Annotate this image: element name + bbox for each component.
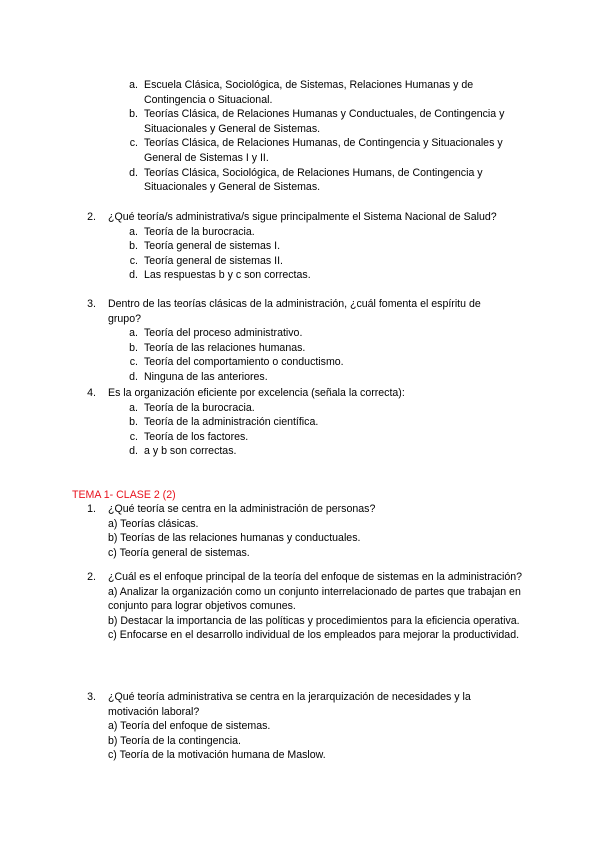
- option: b) Teoría de la contingencia.: [108, 734, 241, 747]
- option-text: a y b son correctas.: [144, 445, 237, 458]
- option: b) Destacar la importancia de las políticas y procedimientos para la eficiencia operativa.: [108, 614, 520, 627]
- question-text: ¿Qué teoría se centra en la administración de personas?: [108, 503, 376, 515]
- option-d: [129, 370, 508, 385]
- option-letter: d.: [129, 166, 138, 179]
- option-c: [129, 136, 528, 165]
- option-letter: d.: [129, 269, 138, 282]
- option-text: Las respuestas b y c son correctas.: [144, 269, 311, 282]
- option: b) Teorías de las relaciones humanas y conductuales.: [108, 532, 361, 545]
- option-text: Ninguna de las anteriores.: [144, 370, 268, 383]
- question-number: 3.: [87, 691, 96, 703]
- option: a) Teoría del enfoque de sistemas.: [108, 720, 271, 733]
- question-text: Es la organización eficiente por excelencia (señala la correcta):: [108, 387, 405, 399]
- option-b: [129, 415, 528, 430]
- option-letter: c.: [129, 356, 138, 369]
- option-b: [129, 107, 528, 136]
- option-letter: d.: [129, 445, 138, 458]
- question-text: Dentro de las teorías clásicas de la administración, ¿cuál fomenta el espíritu de grupo?: [108, 298, 481, 325]
- question-number: 2.: [87, 571, 96, 583]
- option-letter: b.: [129, 416, 138, 429]
- option-letter: a.: [129, 401, 138, 414]
- option-text: Teorías Clásica, de Relaciones Humanas y Conductuales, de Contingencia y Situacionales y General de Sistemas.: [144, 108, 505, 135]
- option-letter: b.: [129, 341, 138, 354]
- option-text: Teoría de las relaciones humanas.: [144, 341, 306, 354]
- option-text: Teoría de la burocracia.: [144, 401, 255, 414]
- option-letter: c.: [129, 254, 138, 267]
- option-a: [129, 326, 508, 341]
- option-d: [129, 444, 528, 459]
- option-text: Teorías Clásica, de Relaciones Humanas, de Contingencia y Situacionales y General de Sistemas I y II.: [144, 137, 503, 164]
- section-question-1: [87, 502, 528, 560]
- question-4: [87, 386, 528, 459]
- option-text: Teoría de la administración científica.: [144, 416, 319, 429]
- option-d: [129, 268, 528, 283]
- option-c: [129, 254, 528, 269]
- option-letter: a.: [129, 225, 138, 238]
- option-a: [129, 225, 528, 240]
- option-letter: c.: [129, 137, 138, 150]
- option-text: Teorías Clásica, Sociológica, de Relaciones Humans, de Contingencia y Situacionales y General de Sistemas.: [144, 166, 483, 194]
- option-text: Teoría general de sistemas I.: [144, 240, 281, 253]
- option-text: Teoría general de sistemas II.: [144, 254, 283, 267]
- option-text: Teoría de la burocracia.: [144, 225, 255, 238]
- option-d: [129, 166, 528, 195]
- option-text: Escuela Clásica, Sociológica, de Sistemas, Relaciones Humanas y de Contingencia o Situacional.: [144, 79, 474, 106]
- question-number: 1.: [87, 503, 96, 515]
- question-text: ¿Cuál es el enfoque principal de la teoría del enfoque de sistemas en la administración?: [108, 571, 522, 583]
- question-text: ¿Qué teoría administrativa se centra en la jerarquización de necesidades y la motivación laboral?: [108, 691, 471, 718]
- option: c) Teoría general de sistemas.: [108, 546, 250, 559]
- option-b: [129, 341, 508, 356]
- option-letter: b.: [129, 240, 138, 253]
- section-heading: TEMA 1- CLASE 2 (2): [72, 489, 176, 501]
- question-3: [87, 297, 508, 385]
- question-number: 4.: [87, 387, 96, 399]
- question-number: 3.: [87, 298, 96, 310]
- option-c: [129, 430, 528, 445]
- question-2: [87, 210, 528, 283]
- option-text: Teoría de los factores.: [144, 430, 249, 443]
- option: a) Teorías clásicas.: [108, 517, 199, 530]
- option-a: [129, 78, 528, 107]
- continued-options: [129, 78, 528, 195]
- question-text: ¿Qué teoría/s administrativa/s sigue principalmente el Sistema Nacional de Salud?: [108, 211, 497, 223]
- option-letter: d.: [129, 370, 138, 383]
- option-letter: a.: [129, 79, 138, 91]
- option-c: [129, 355, 508, 370]
- option-text: Teoría del comportamiento o conductismo.: [144, 356, 344, 369]
- option-letter: b.: [129, 108, 138, 121]
- option-text: Teoría del proceso administrativo.: [144, 327, 303, 340]
- option-a: [129, 401, 528, 416]
- option: c) Enfocarse en el desarrollo individual de los empleados para mejorar la productividad.: [108, 629, 520, 642]
- option-letter: a.: [129, 327, 138, 340]
- option: c) Teoría de la motivación humana de Maslow.: [108, 749, 326, 762]
- section-question-3: [87, 690, 508, 763]
- option-letter: c.: [129, 430, 138, 443]
- option: a) Analizar la organización como un conjunto interrelacionado de partes que trabajan en conjunto para lograr objetivos comunes.: [108, 585, 521, 613]
- option-b: [129, 239, 528, 254]
- question-number: 2.: [87, 211, 96, 223]
- section-question-2: [87, 570, 524, 643]
